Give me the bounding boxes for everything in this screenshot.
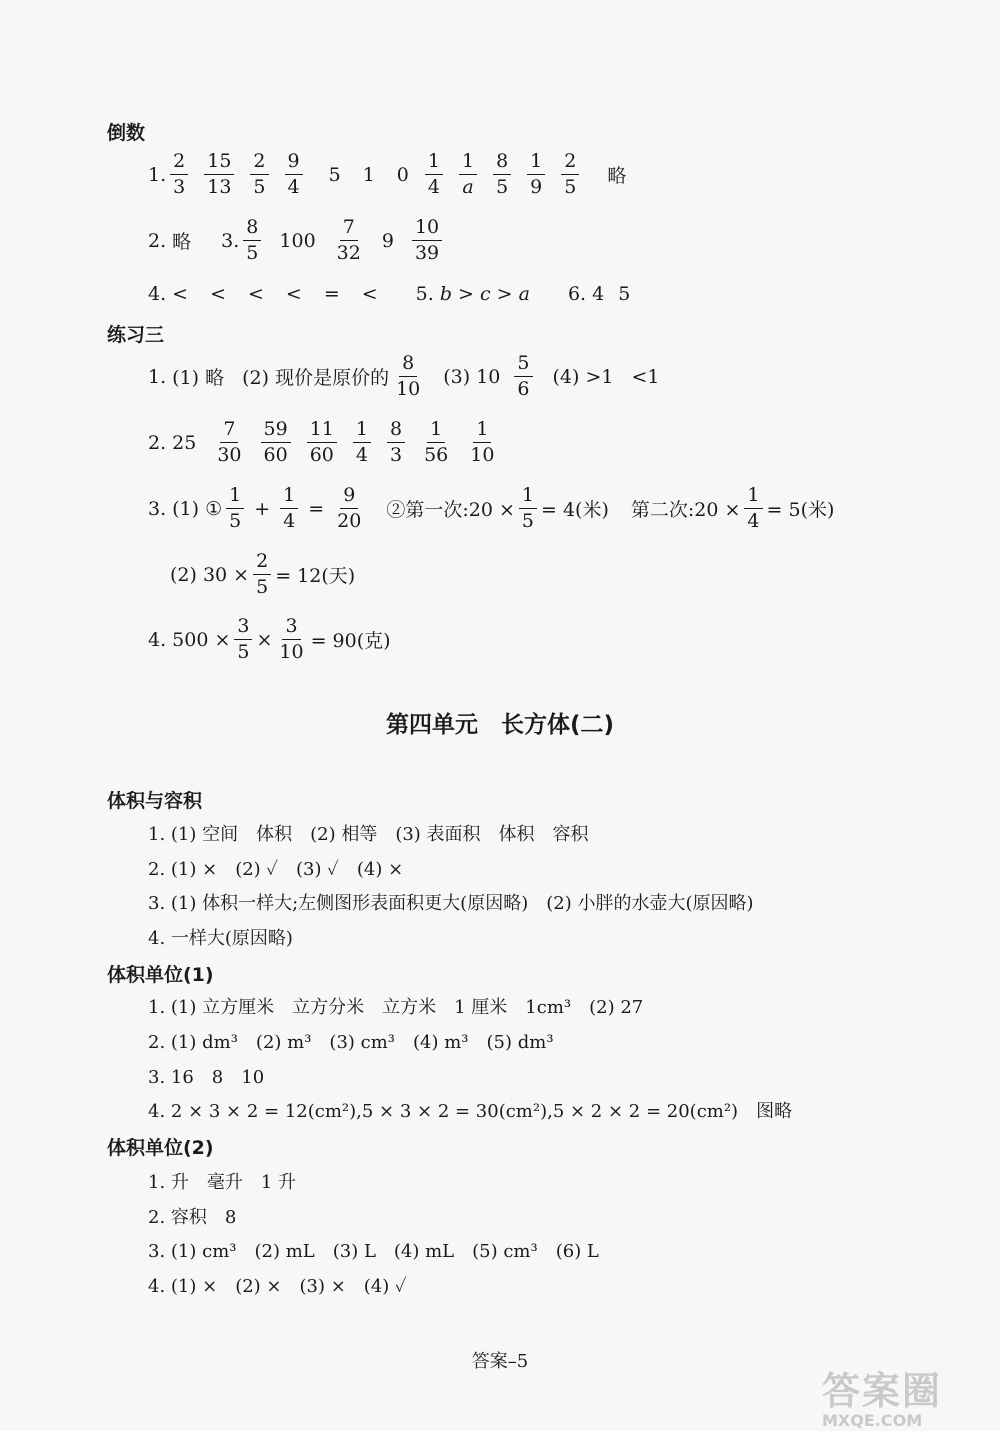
fraction: $\frac{1}{5}$ — [226, 486, 244, 531]
sec4-line: 1. (1) 立方厘米 立方分米 立方米 1 厘米 1cm³ (2) 27 — [148, 997, 644, 1018]
sec2-q1: 1. (1) 略 (2) 现价是原价的 $\frac{8}{10}$ (3) 10 $\frac{5}{6}$ (4) >1 <1 — [148, 352, 660, 400]
fraction: $\frac{1}{5}$ — [519, 486, 537, 531]
section-title-practice3: 练习三 — [107, 324, 165, 346]
sec2-q2: 2. 25 $\frac{7}{30}$ $\frac{59}{60}$ $\frac{11}{60}$ $\frac{1}{4}$ $\frac{8}{3}$ $\frac{1}{56}$ $\frac{1}{10}$ — [148, 420, 501, 465]
section-title-volume-unit-1: 体积单位(1) — [107, 964, 214, 986]
fraction: $\frac{1}{a}$ — [459, 152, 477, 197]
fraction: $\frac{15}{13}$ — [204, 152, 234, 197]
fraction: $\frac{1}{4}$ — [744, 486, 762, 531]
sec3-line: 3. (1) 体积一样大;左侧图形表面积更大(原因略) (2) 小胖的水壶大(原因略) — [148, 893, 754, 914]
sec5-line: 4. (1) × (2) × (3) × (4) ✓ — [148, 1276, 407, 1297]
sec5-line: 1. 升 毫升 1 升 — [148, 1172, 297, 1193]
section-title-volume-capacity: 体积与容积 — [107, 790, 203, 812]
fraction: $\frac{2}{3}$ — [170, 152, 188, 197]
fraction: $\frac{10}{39}$ — [412, 218, 442, 263]
fraction: $\frac{7}{30}$ — [217, 418, 242, 466]
sec4-line: 2. (1) dm³ (2) m³ (3) cm³ (4) m³ (5) dm³ — [148, 1032, 554, 1053]
fraction: $\frac{8}{5}$ — [243, 218, 261, 263]
fraction: $\frac{8}{5}$ — [493, 152, 511, 197]
section-title-volume-unit-2: 体积单位(2) — [107, 1137, 214, 1159]
sec1-q4-q6: 4. < < < < = < 5. b > c > a 6. 4 5 — [148, 283, 631, 305]
fraction: $\frac{1}{4}$ — [425, 152, 443, 197]
fraction: $\frac{2}{5}$ — [250, 152, 268, 197]
sec2-q4: 4. 500 × $\frac{3}{5}$ × $\frac{3}{10}$ = 90(克) — [148, 615, 391, 663]
watermark-logo: 答案圈 MXQE.COM — [822, 1369, 943, 1430]
fraction: $\frac{3}{10}$ — [279, 615, 304, 663]
sec2-q3b: (2) 30 × $\frac{2}{5}$ = 12(天) — [170, 550, 356, 598]
fraction: $\frac{1}{56}$ — [424, 418, 449, 466]
fraction: $\frac{8}{3}$ — [387, 420, 405, 465]
fraction: $\frac{9}{4}$ — [285, 152, 303, 197]
fraction: $\frac{5}{6}$ — [514, 354, 532, 399]
page-number: 答案–5 — [471, 1351, 529, 1372]
unit-title: 第四单元 长方体(二) — [385, 712, 615, 738]
sec3-line: 4. 一样大(原因略) — [148, 928, 293, 949]
sec2-q3: 3. (1) ① $\frac{1}{5}$ + $\frac{1}{4}$ = $\frac{9}{20}$ ②第一次:20 × $\frac{1}{5}$ = 4(米) 第二次:20 × $\frac{1}{4}$ = 5(米) — [148, 484, 835, 532]
fraction: $\frac{11}{60}$ — [307, 420, 337, 465]
fraction: $\frac{9}{20}$ — [337, 484, 362, 532]
fraction: $\frac{1}{4}$ — [353, 420, 371, 465]
sec4-line: 3. 16 8 10 — [148, 1067, 265, 1088]
sec3-line: 2. (1) × (2) ✓ (3) ✓ (4) × — [148, 859, 404, 880]
fraction: $\frac{59}{60}$ — [261, 420, 291, 465]
sec4-line: 4. 2 × 3 × 2 = 12(cm²),5 × 3 × 2 = 30(cm²),5 × 2 × 2 = 20(cm²) 图略 — [148, 1101, 793, 1122]
sec3-line: 1. (1) 空间 体积 (2) 相等 (3) 表面积 体积 容积 — [148, 824, 589, 845]
section-title-reciprocal: 倒数 — [107, 122, 146, 144]
sec1-q2-q3: 2. 略 3. $\frac{8}{5}$ 100 $\frac{7}{32}$ 9 $\frac{10}{39}$ — [148, 218, 446, 263]
sec5-line: 3. (1) cm³ (2) mL (3) L (4) mL (5) cm³ (6) L — [148, 1241, 599, 1262]
fraction: $\frac{1}{10}$ — [470, 418, 495, 466]
sec1-q1: 1. $\frac{2}{3}$ $\frac{15}{13}$ $\frac{2}{5}$ $\frac{9}{4}$ 5 1 0 $\frac{1}{4}$ $\frac{1}{a}$ $\frac{8}{5}$ $\frac{1}{9}$ $\frac{2}{5}$ 略 — [148, 150, 627, 198]
fraction: $\frac{1}{4}$ — [280, 486, 298, 531]
fraction: $\frac{3}{5}$ — [234, 617, 252, 662]
sec5-line: 2. 容积 8 — [148, 1207, 237, 1228]
fraction: $\frac{7}{32}$ — [336, 216, 361, 264]
fraction: $\frac{1}{9}$ — [527, 152, 545, 197]
fraction: $\frac{8}{10}$ — [396, 352, 421, 400]
fraction: $\frac{2}{5}$ — [561, 152, 579, 197]
fraction: $\frac{2}{5}$ — [253, 552, 271, 597]
